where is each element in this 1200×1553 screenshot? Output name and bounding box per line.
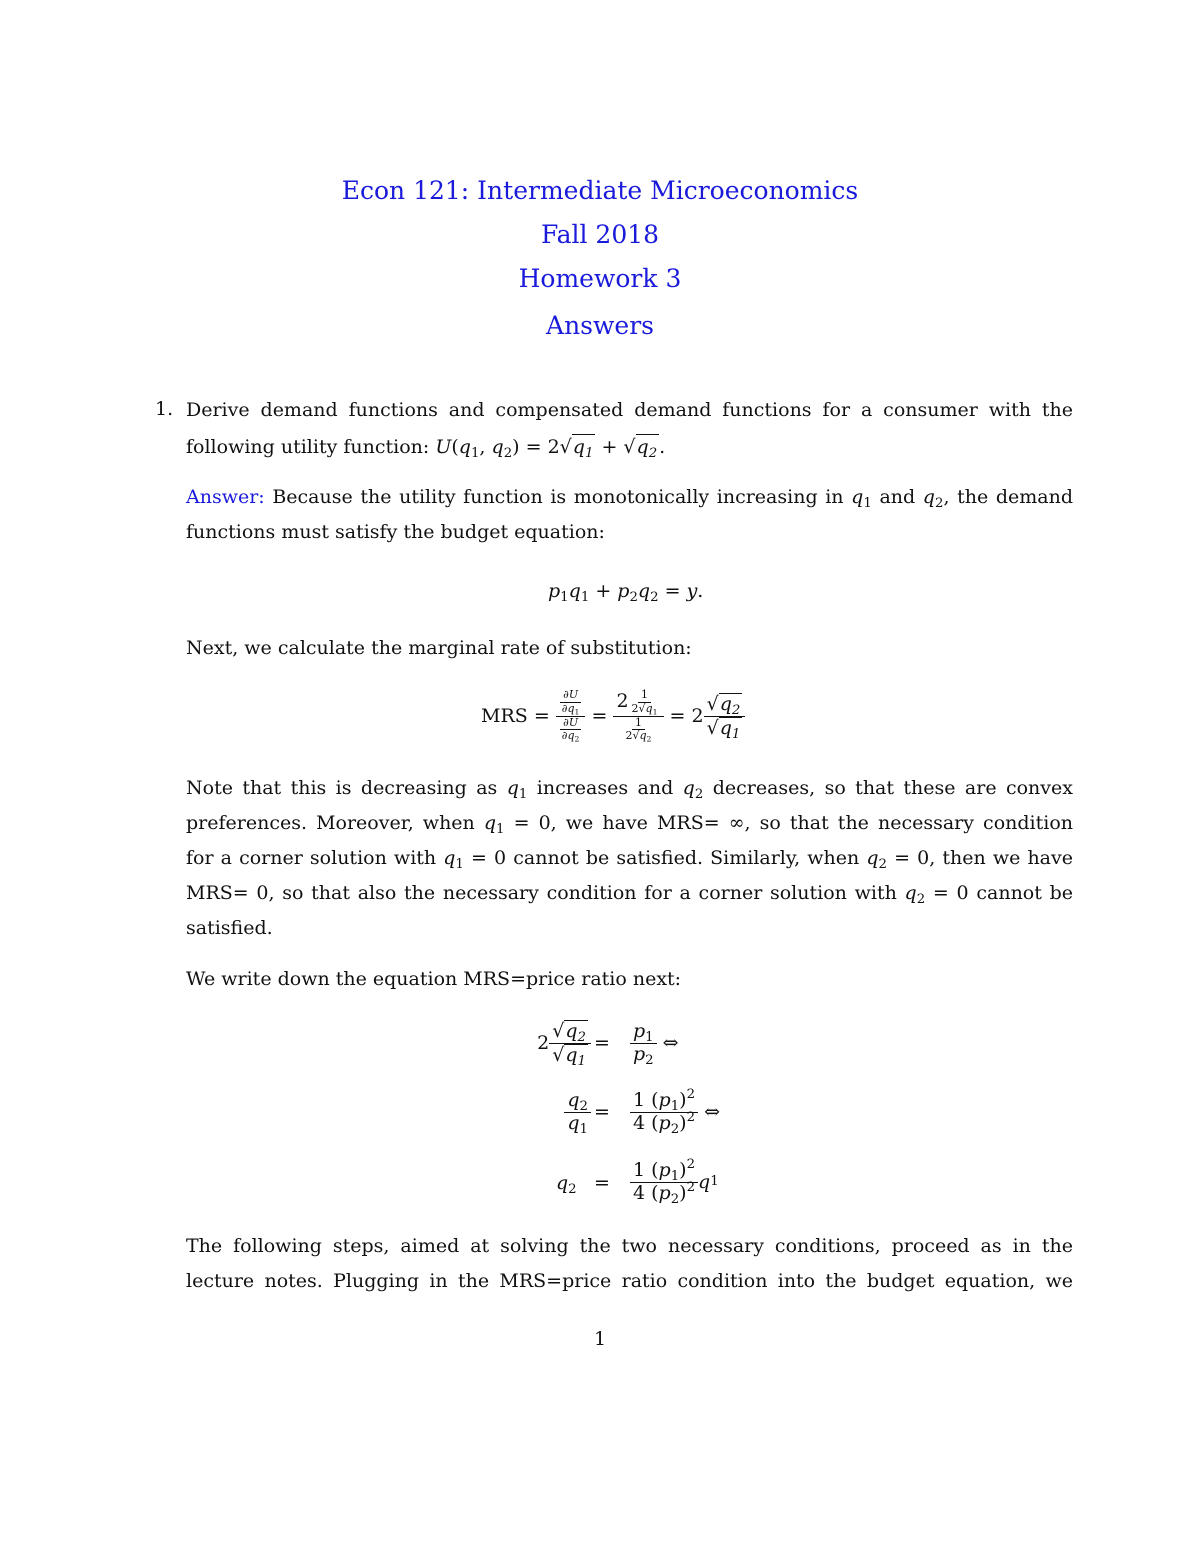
note-line-1: Note that this is decreasing as $q_1$ increases and $q_2$ decreases, so that these are convex (186, 777, 1073, 802)
answers-title: Answers (546, 311, 654, 340)
note-line-3: for a corner solution with $q_1 = 0$ cannot be satisfied. Similarly, when $q_2 = 0$, then we have (186, 847, 1073, 872)
answer-text: Because the utility function is monotonically increasing in (272, 486, 844, 508)
note-text: , then we have (929, 847, 1073, 869)
eq2-equals: = (594, 1101, 610, 1123)
eq2-rhs: $\frac{1}{4}$ $\frac{(p_1)^2}{(p_2)^2}$ ⇔ (630, 1080, 720, 1144)
eq1-lhs: 2 √ $q_2$ √ $q_1$ (516, 1014, 591, 1072)
question-text: following utility function: (186, 436, 430, 458)
note-line-4: MRS= 0, so that also the necessary condition for a corner solution with $q_2 = 0$ cannot be (186, 882, 1073, 907)
term-title: Fall 2018 (540, 220, 660, 249)
eq3-equals: = (594, 1172, 610, 1194)
course-title: Econ 121: Intermediate Microeconomics (341, 176, 859, 205)
utility-function: $U(q_1$, $q_2) = 2$ √ $q_1$ + √ $q_2$ . (435, 436, 666, 461)
question-line-2 (186, 434, 1073, 459)
note-text: , so that the necessary condition (744, 812, 1074, 834)
page-number: 1 (593, 1328, 607, 1350)
budget-equation: $p_1q_1 + p_2q_2 = y$. (548, 580, 704, 605)
note-text: , we have MRS= (550, 812, 720, 834)
note-text: preferences. Moreover, when (186, 812, 475, 834)
note-text: cannot be satisfied. Similarly, when (513, 847, 860, 869)
answer-text: , the demand (943, 486, 1073, 508)
write-line: We write down the equation MRS=price ratio next: (186, 968, 682, 990)
note-line-5: satisfied. (186, 917, 273, 939)
following-line-2: lecture notes. Plugging in the MRS=price ratio condition into the budget equation, we (186, 1270, 1073, 1292)
answer-text: and (879, 486, 916, 508)
answer-label: Answer: (186, 486, 265, 508)
answer-line-2: functions must satisfy the budget equation: (186, 521, 605, 543)
note-text: decreases, so that these are convex (712, 777, 1073, 799)
next-line: Next, we calculate the marginal rate of substitution: (186, 637, 692, 659)
eq3-lhs: $q_2$ (556, 1172, 577, 1197)
note-text: increases and (536, 777, 674, 799)
note-text: MRS= 0, so that also the necessary condition for a corner solution with (186, 882, 897, 904)
eq3-rhs: $\frac{1}{4}$ $\frac{(p_1)^2}{(p_2)^2}$ q 1 (630, 1150, 719, 1214)
note-text: for a corner solution with (186, 847, 437, 869)
eq1-equals: = (594, 1032, 610, 1054)
note-text: Note that this is decreasing as (186, 777, 498, 799)
mrs-equation: MRS = $\frac{\frac{\partial U}{\partial q_1}}{\frac{\partial U}{\partial q_2}}$ = 2 $\frac{1}{2√q_1}$ $\frac{1}{2√q_2}$ = 2 √ $q_2$ √ $q_1$ (481, 680, 745, 752)
problem-number: 1. (155, 398, 174, 420)
eq2-lhs: $\frac{q_2}{q_1}$ (540, 1083, 591, 1141)
following-line-1: The following steps, aimed at solving the two necessary conditions, proceed as in the (186, 1235, 1073, 1257)
answer-line-1: Answer: Because the utility function is monotonically increasing in $q_1$ and $q_2$, the demand (186, 486, 1073, 511)
eq1-rhs: $\frac{p_1}{p_2}$ ⇔ (630, 1014, 679, 1072)
note-text: cannot be (976, 882, 1073, 904)
question-line-1: Derive demand functions and compensated demand functions for a consumer with the (186, 399, 1073, 421)
assignment-title: Homework 3 (518, 264, 682, 293)
note-line-2: preferences. Moreover, when $q_1 = 0$, we have MRS= ∞, so that the necessary condition (186, 812, 1074, 837)
